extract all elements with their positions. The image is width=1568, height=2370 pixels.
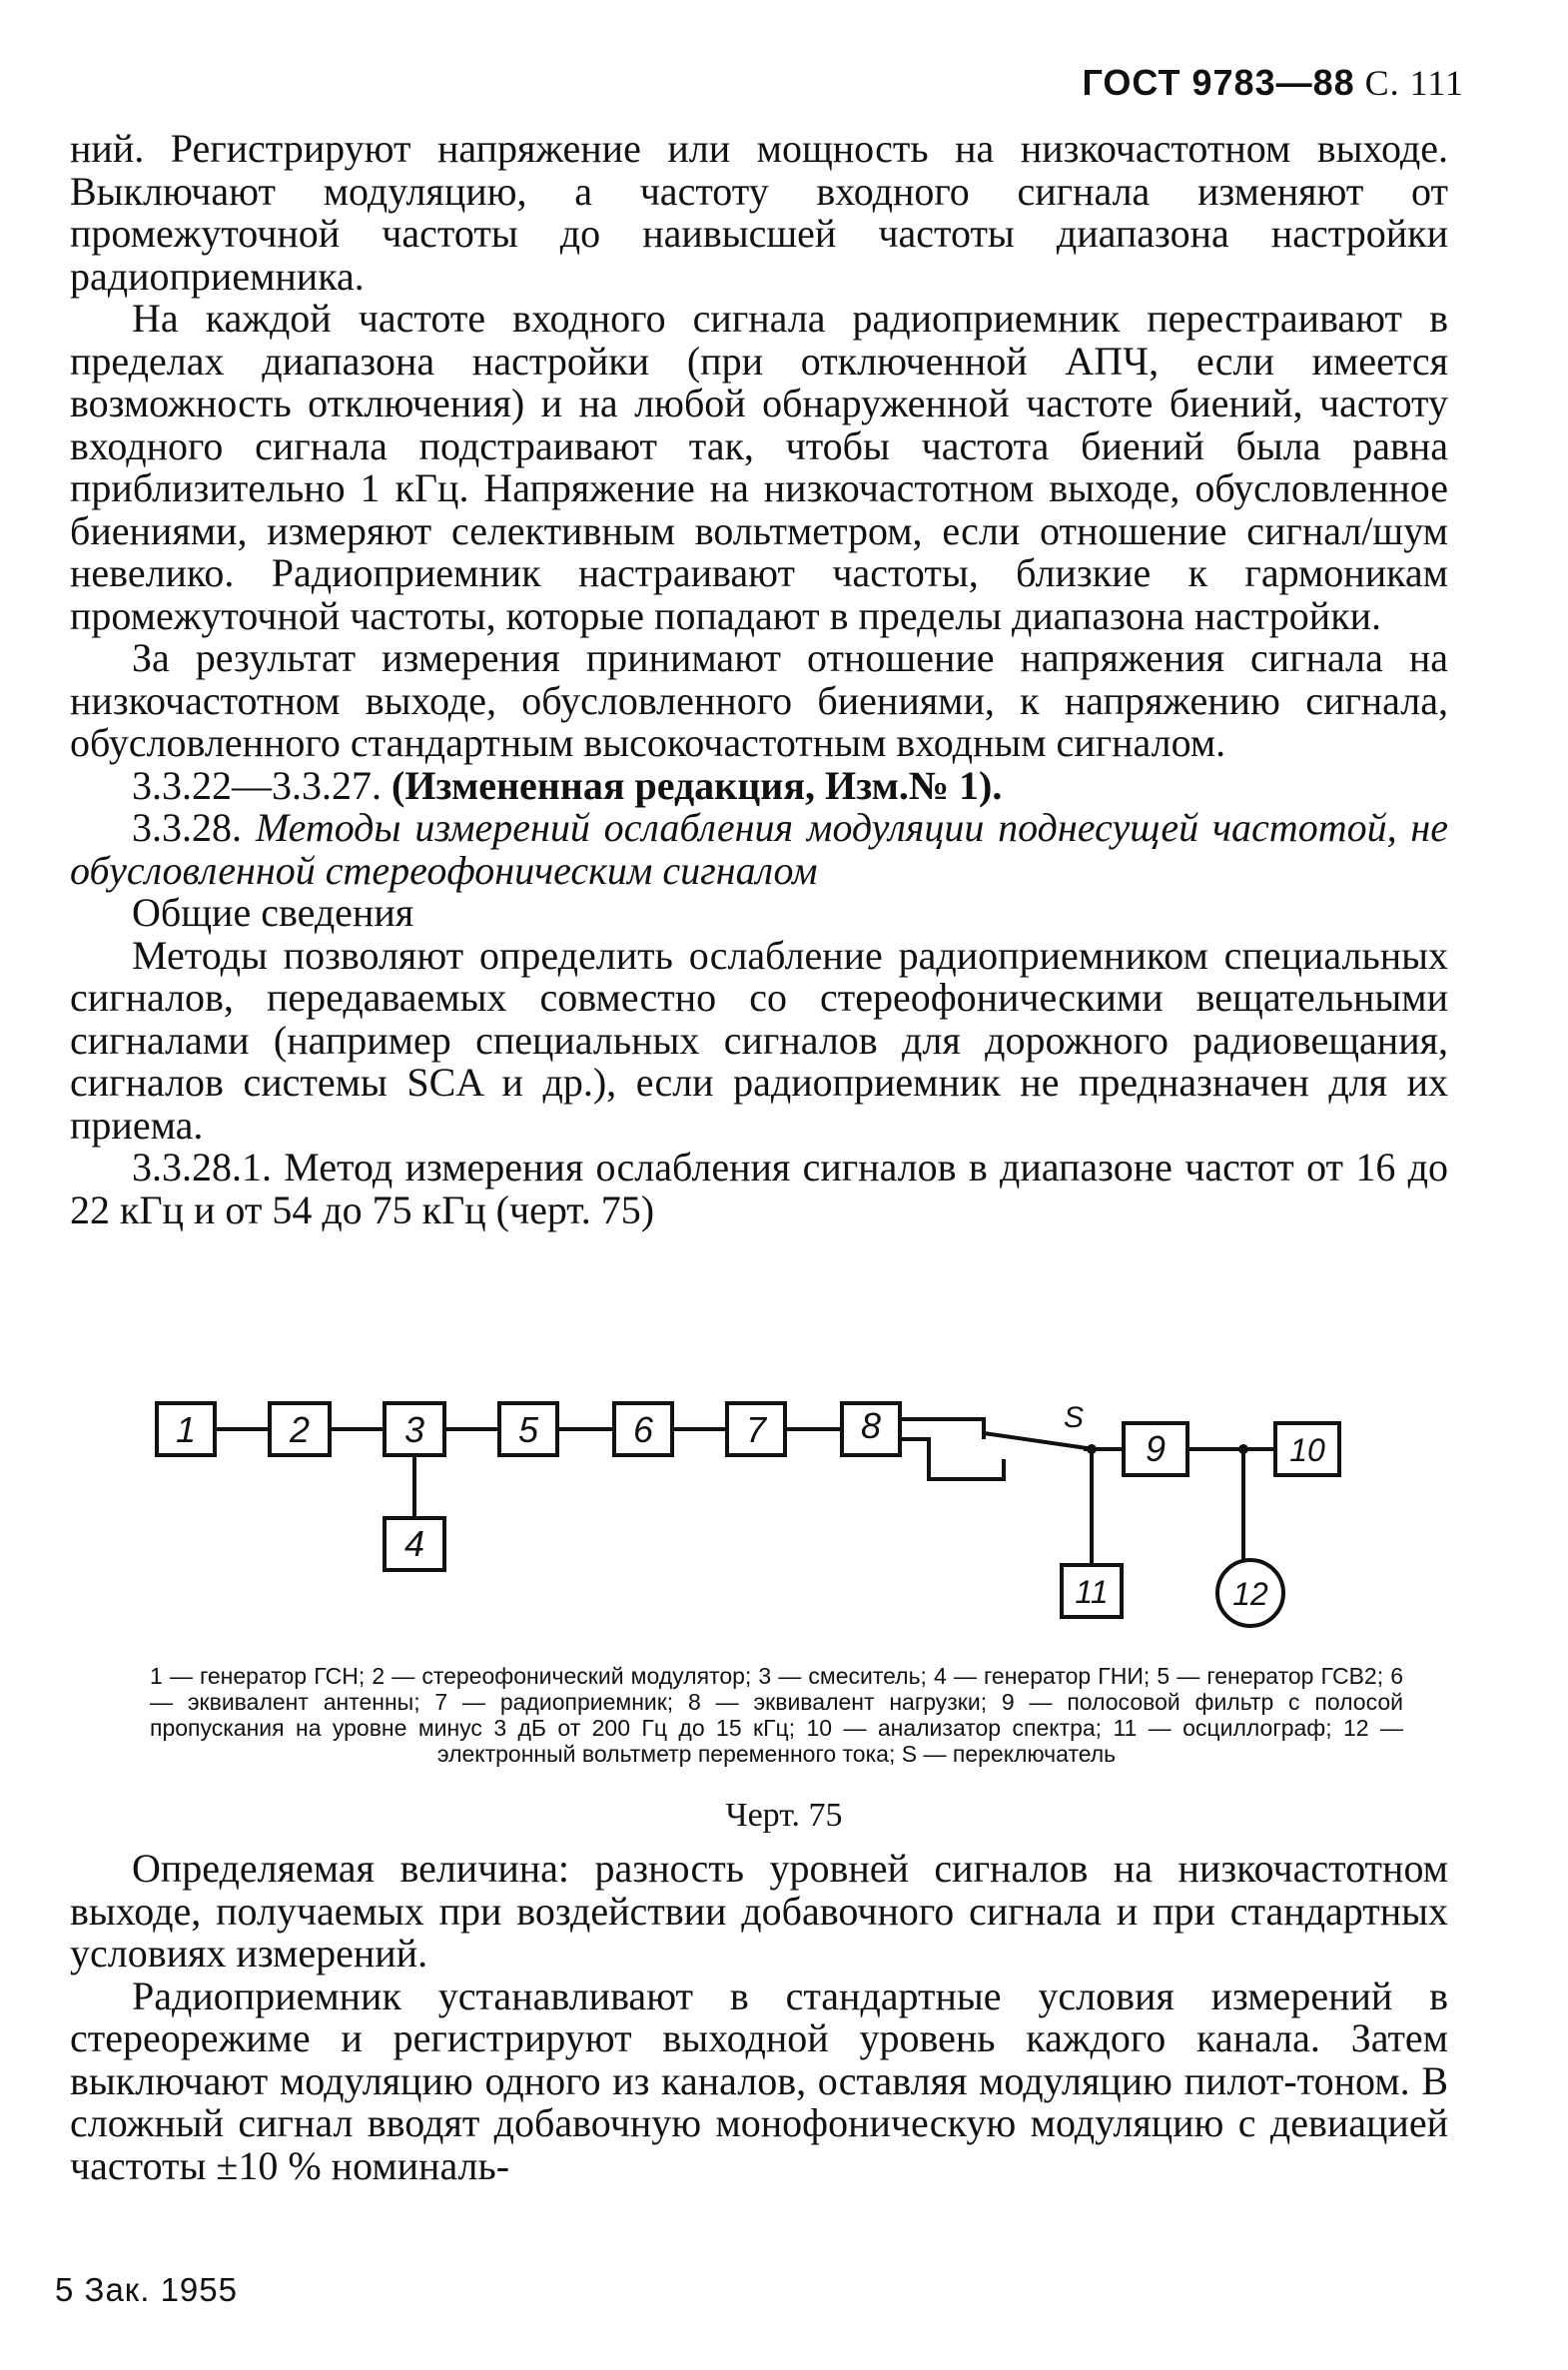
gost-number: ГОСТ 9783—88	[1082, 62, 1355, 103]
section-number: 3.3.28.	[132, 805, 242, 850]
page-footer: 5 Зак. 1955	[55, 2271, 238, 2308]
page-header	[1082, 62, 1464, 104]
bottom-text	[70, 1848, 1448, 2187]
block-2-label: 2	[289, 1409, 311, 1450]
section-title: Методы измерений ослабления модуляции поднесущей частотой, не обусловленной стереофоническим сигналом	[70, 805, 1449, 893]
amendment-line	[70, 762, 1448, 808]
block-3-label: 3	[403, 1409, 425, 1450]
block-7-label: 7	[745, 1409, 767, 1450]
amendment-number: 3.3.22—3.3.27.	[132, 762, 382, 808]
switch-label: S	[1063, 1401, 1085, 1434]
block-4-label: 4	[403, 1523, 425, 1564]
block-5-label: 5	[517, 1409, 539, 1450]
section-heading	[70, 807, 1448, 892]
top-text	[70, 128, 1448, 1231]
block-12-label: 12	[1232, 1576, 1268, 1612]
block-10-label: 10	[1289, 1432, 1325, 1468]
paragraph: За результат измерения принимают отношение напряжения сигнала на низкочастотном выходе, обусловленного биениями, к напряжению сигнала, обусловленного стандартным высокочастотным входным сигналом.	[70, 635, 1448, 765]
general-heading: Общие сведения	[132, 890, 414, 935]
paragraph: Методы позволяют определить ослабление радиоприемником специальных сигналов, передаваемых совместно со стереофоническими вещательными сигналами (например специальных сигналов для дорожного радиовещания, сигналов системы SCA и др.), если радиоприемник не предназначен для их приема.	[70, 932, 1448, 1148]
paragraph: Определяемая величина: разность уровней сигналов на низкочастотном выходе, получаемых при воздействии добавочного сигнала и при стандартных условиях измерений.	[70, 1846, 1448, 1975]
block-8-label: 8	[860, 1405, 882, 1446]
figure-caption: 1 — генератор ГСН; 2 — стереофонический модулятор; 3 — смеситель; 4 — генератор ГНИ; 5 — генератор ГСВ2; 6 — эквивалент антенны; 7 — радиоприемник; 8 — эквивалент нагрузки; 9 — полосовой фильтр с полосой пропускания на уровне минус 3 дБ от 200 Гц до 15 кГц; 10 — анализатор спектра; 11 — осциллограф; 12 — электронный вольтметр переменного тока; S — переключатель	[150, 1663, 1403, 1767]
block-1-label: 1	[175, 1409, 197, 1450]
figure-label: Черт. 75	[725, 1797, 843, 1834]
page-number: С. 111	[1364, 63, 1464, 103]
paragraph: ний. Регистрируют напряжение или мощность на низкочастотном выходе. Выключают модуляцию, а частоту входного сигнала изменяют от промежуточной частоты до наивысшей частоты диапазона настройки радиоприемника.	[70, 126, 1448, 299]
paragraph: На каждой частоте входного сигнала радиоприемник перестраивают в пределах диапазона настройки (при отключенной АПЧ, если имеется возможность отключения) и на любой обнаруженной частоте биений, частоту входного сигнала подстраивают так, чтобы частота биений была равна приблизительно 1 кГц. Напряжение на низкочастотном выходе, обусловленное биениями, измеряют селективным вольтметром, если отношение сигнал/шум невелико. Радиоприемник настраивают частоты, близкие к гармоникам промежуточной частоты, которые попадают в пределы диапазона настройки.	[70, 296, 1448, 638]
block-9-label: 9	[1145, 1428, 1167, 1469]
block-6-label: 6	[632, 1409, 654, 1450]
block-11-label: 11	[1075, 1574, 1109, 1610]
method-text: 3.3.28.1. Метод измерения ослабления сигналов в диапазоне частот от 16 до 22 кГц и от 54 до 75 кГц (черт. 75)	[70, 1145, 1448, 1232]
paragraph: Радиоприемник устанавливают в стандартные условия измерений в стереорежиме и регистрируют выходной уровень каждого канала. Затем выключают модуляцию одного из каналов, оставляя модуляцию пилот-тоном. В сложный сигнал вводят добавочную монофоническую модуляцию с девиацией частоты ±10 % номиналь-	[70, 1973, 1448, 2188]
amendment-text: (Измененная редакция, Изм.№ 1).	[392, 762, 1003, 808]
block-diagram	[155, 1393, 1353, 1663]
